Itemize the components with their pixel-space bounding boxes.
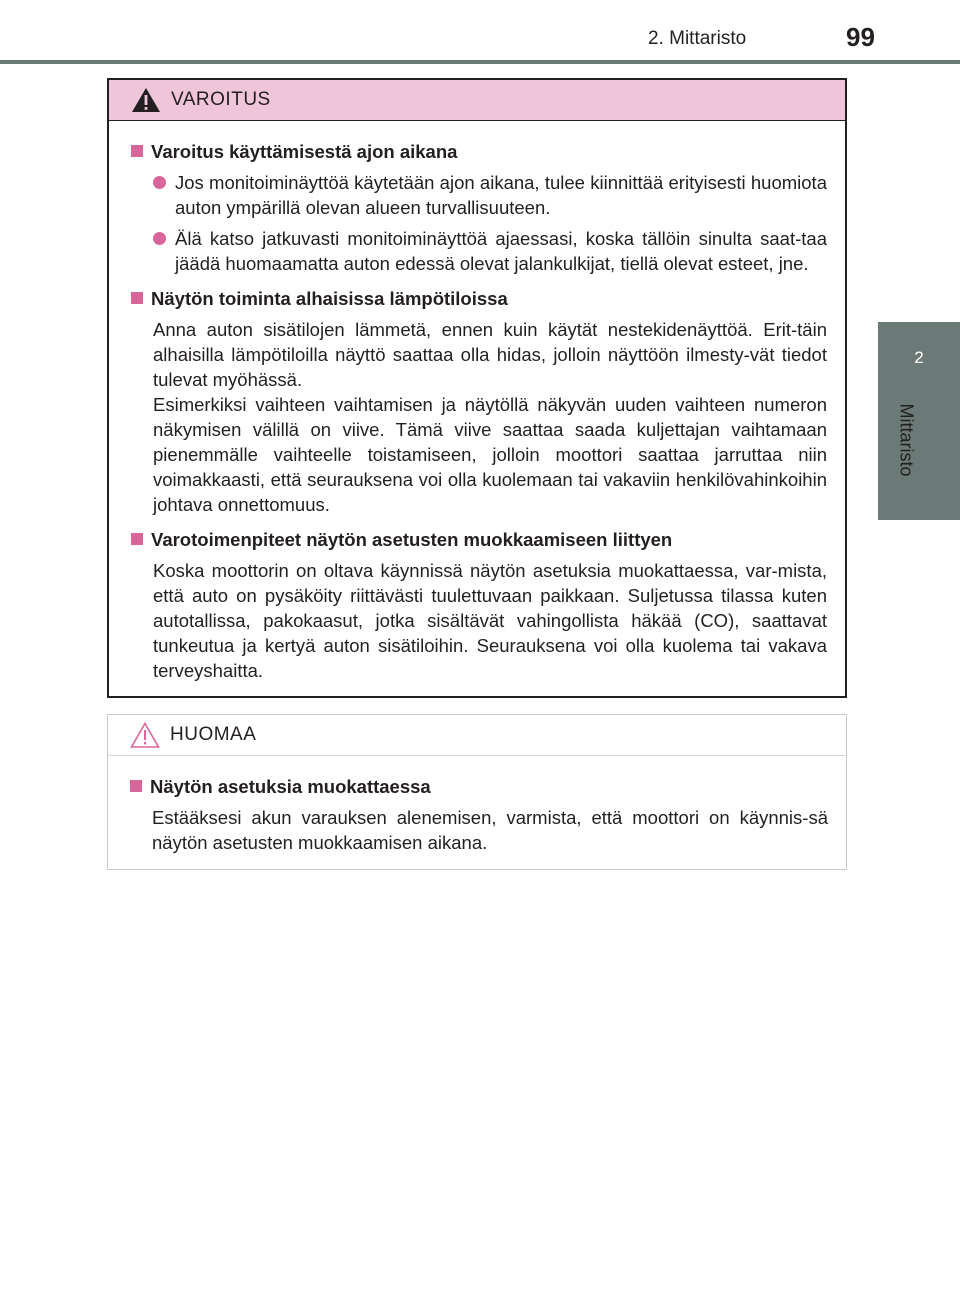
caution-triangle-icon (130, 722, 160, 748)
section-heading (131, 527, 827, 552)
heading-text: Varoitus käyttämisestä ajon aikana (151, 141, 458, 162)
section-heading (131, 286, 827, 311)
bullet-item (131, 170, 827, 220)
side-tab-label: Mittaristo (896, 403, 917, 477)
bullet-item (131, 226, 827, 276)
side-tab-number: 2 (914, 348, 924, 367)
square-bullet-icon (131, 292, 143, 304)
square-bullet-icon (131, 145, 143, 157)
header-rule (0, 60, 960, 64)
warning-header (109, 80, 845, 121)
paragraph: Esimerkiksi vaihteen vaihtamisen ja näytöllä näkyvän uuden vaihteen numeron näkymisen välillä on viive. Tämä viive saattaa saada kuljettajan vaihtamaan pienemmälle vaihteelle toistamiseen, jolloin moottori saattaa jarruttaa niin voimakkaasti, että seurauksena voi olla kuolemaan tai vakaviin henkilövahinkoihin johtava onnettomuus. (153, 394, 827, 515)
section-heading (130, 774, 828, 799)
bullet-text: Jos monitoiminäyttöä käytetään ajon aikana, tulee kiinnittää erityisesti huomiota auton ympärillä olevan alueen turvallisuuteen. (175, 172, 827, 218)
notice-header (108, 715, 846, 756)
paragraph: Anna auton sisätilojen lämmetä, ennen kuin käytät nestekidenäyttöä. Erit-täin alhaisilla lämpötiloilla näyttö saattaa olla hidas, jolloin näyttöön ilmesty-vät tiedot tulevat myöhässä. (153, 319, 827, 390)
notice-title: HUOMAA (170, 724, 257, 745)
notice-content (108, 756, 846, 855)
warning-triangle-icon (131, 87, 161, 113)
round-bullet-icon (153, 232, 166, 245)
heading-text: Varotoimenpiteet näytön asetusten muokkaamiseen liittyen (151, 529, 673, 550)
warning-section (131, 139, 827, 276)
warning-section (131, 286, 827, 517)
paragraph: Koska moottorin on oltava käynnissä näytön asetuksia muokattaessa, var-mista, että auto on pysäköity riittävästi tuulettuvaan paikkaan. Suljetussa tilassa kuten autotallissa, pakokaasut, jotka sisältävät vahingollista häkää (CO), saattavat tunkeutua ja kertyä auton sisätiloihin. Seurauksena voi olla kuolema tai vakava terveyshaitta. (153, 560, 827, 681)
bullet-text: Älä katso jatkuvasti monitoiminäyttöä ajaessasi, koska tällöin sinulta saat-taa jäädä huomaamatta auton edessä olevat jalankulkijat, tiellä olevat esteet, jne. (175, 228, 827, 274)
notice-box (107, 714, 847, 870)
round-bullet-icon (153, 176, 166, 189)
warning-section (131, 527, 827, 683)
warning-title: VAROITUS (171, 89, 271, 110)
side-tab (878, 322, 960, 520)
square-bullet-icon (130, 780, 142, 792)
section-heading (131, 139, 827, 164)
warning-box (107, 78, 847, 698)
header-section-title: 2. Mittaristo (648, 28, 747, 49)
heading-text: Näytön asetuksia muokattaessa (150, 776, 431, 797)
page-number: 99 (846, 22, 875, 52)
square-bullet-icon (131, 533, 143, 545)
heading-text: Näytön toiminta alhaisissa lämpötiloissa (151, 288, 508, 309)
notice-section (130, 774, 828, 855)
warning-content (109, 121, 845, 683)
paragraph: Estääksesi akun varauksen alenemisen, varmista, että moottori on käynnis-sä näytön asetusten muokkaamisen aikana. (152, 807, 828, 853)
